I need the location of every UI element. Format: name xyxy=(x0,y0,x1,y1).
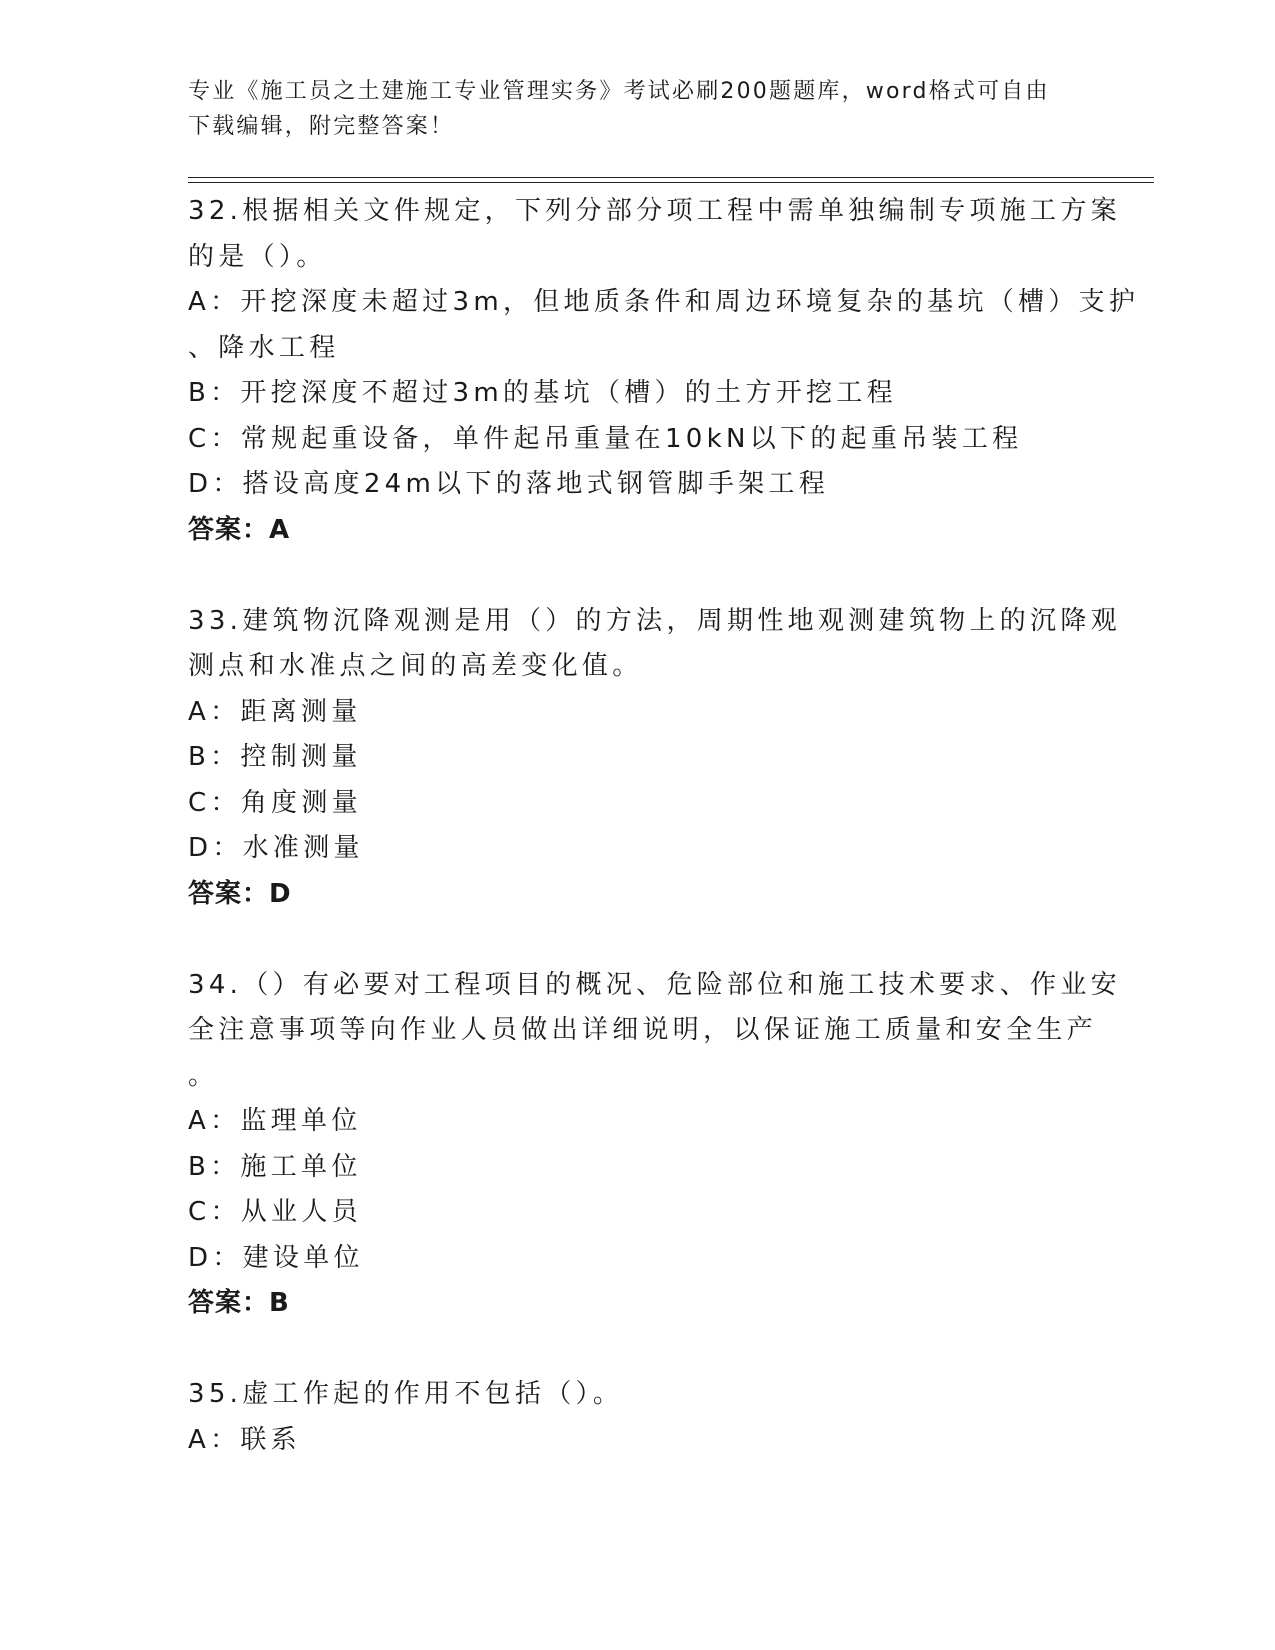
question-list xyxy=(188,189,1140,1463)
option-c: C：角度测量 xyxy=(188,787,362,818)
question-34 xyxy=(188,963,1121,1327)
header-divider-bottom xyxy=(188,182,1154,183)
option-c: C：常规起重设备，单件起吊重量在10kN以下的起重吊装工程 xyxy=(188,423,1023,454)
question-spacer xyxy=(188,553,1088,599)
document-header xyxy=(188,74,1088,144)
option-c: C：从业人员 xyxy=(188,1197,362,1227)
answer-label: 答案：A xyxy=(188,514,291,545)
header-line-1: 专业《施工员之土建施工专业管理实务》考试必刷200题题库，word格式可自由 xyxy=(188,79,1050,104)
answer-label: 答案：D xyxy=(188,878,292,909)
option-d: D：建设单位 xyxy=(188,1242,364,1273)
question-35 xyxy=(188,1372,1088,1463)
option-b: B：开挖深度不超过3m的基坑（槽）的土方开挖工程 xyxy=(188,378,897,408)
option-d: D：搭设高度24m以下的落地式钢管脚手架工程 xyxy=(188,469,830,499)
option-b: B：控制测量 xyxy=(188,742,362,772)
question-stem-line: 的是（）。 xyxy=(188,241,327,272)
option-b: B：施工单位 xyxy=(188,1151,362,1182)
option-a-line: 、降水工程 xyxy=(188,332,340,363)
header-divider-top xyxy=(188,177,1154,178)
question-stem-line: 33.建筑物沉降观测是用（）的方法，周期性地观测建筑物上的沉降观 xyxy=(188,605,1121,636)
question-stem-line: 34.（）有必要对工程项目的概况、危险部位和施工技术要求、作业安 xyxy=(188,969,1121,1000)
question-spacer xyxy=(188,917,1088,963)
header-line-2: 下载编辑，附完整答案！ xyxy=(188,114,455,139)
answer-label: 答案：B xyxy=(188,1288,290,1318)
question-stem-line: 测点和水准点之间的高差变化值。 xyxy=(188,651,643,681)
question-stem-line: 全注意事项等向作业人员做出详细说明，以保证施工质量和安全生产 xyxy=(188,1015,1098,1045)
question-33 xyxy=(188,599,1121,918)
question-spacer xyxy=(188,1327,1088,1373)
option-a-line: A：开挖深度未超过3m，但地质条件和周边环境复杂的基坑（槽）支护 xyxy=(188,287,1140,317)
option-a: A：距离测量 xyxy=(188,696,362,727)
option-a: A：联系 xyxy=(188,1424,301,1455)
question-stem-line: 32.根据相关文件规定，下列分部分项工程中需单独编制专项施工方案 xyxy=(188,196,1121,226)
question-32 xyxy=(188,189,1140,553)
option-a: A：监理单位 xyxy=(188,1106,362,1136)
question-stem-line: 35.虚工作起的作用不包括（）。 xyxy=(188,1379,624,1409)
question-stem-line: 。 xyxy=(188,1060,219,1091)
option-d: D：水准测量 xyxy=(188,833,364,863)
